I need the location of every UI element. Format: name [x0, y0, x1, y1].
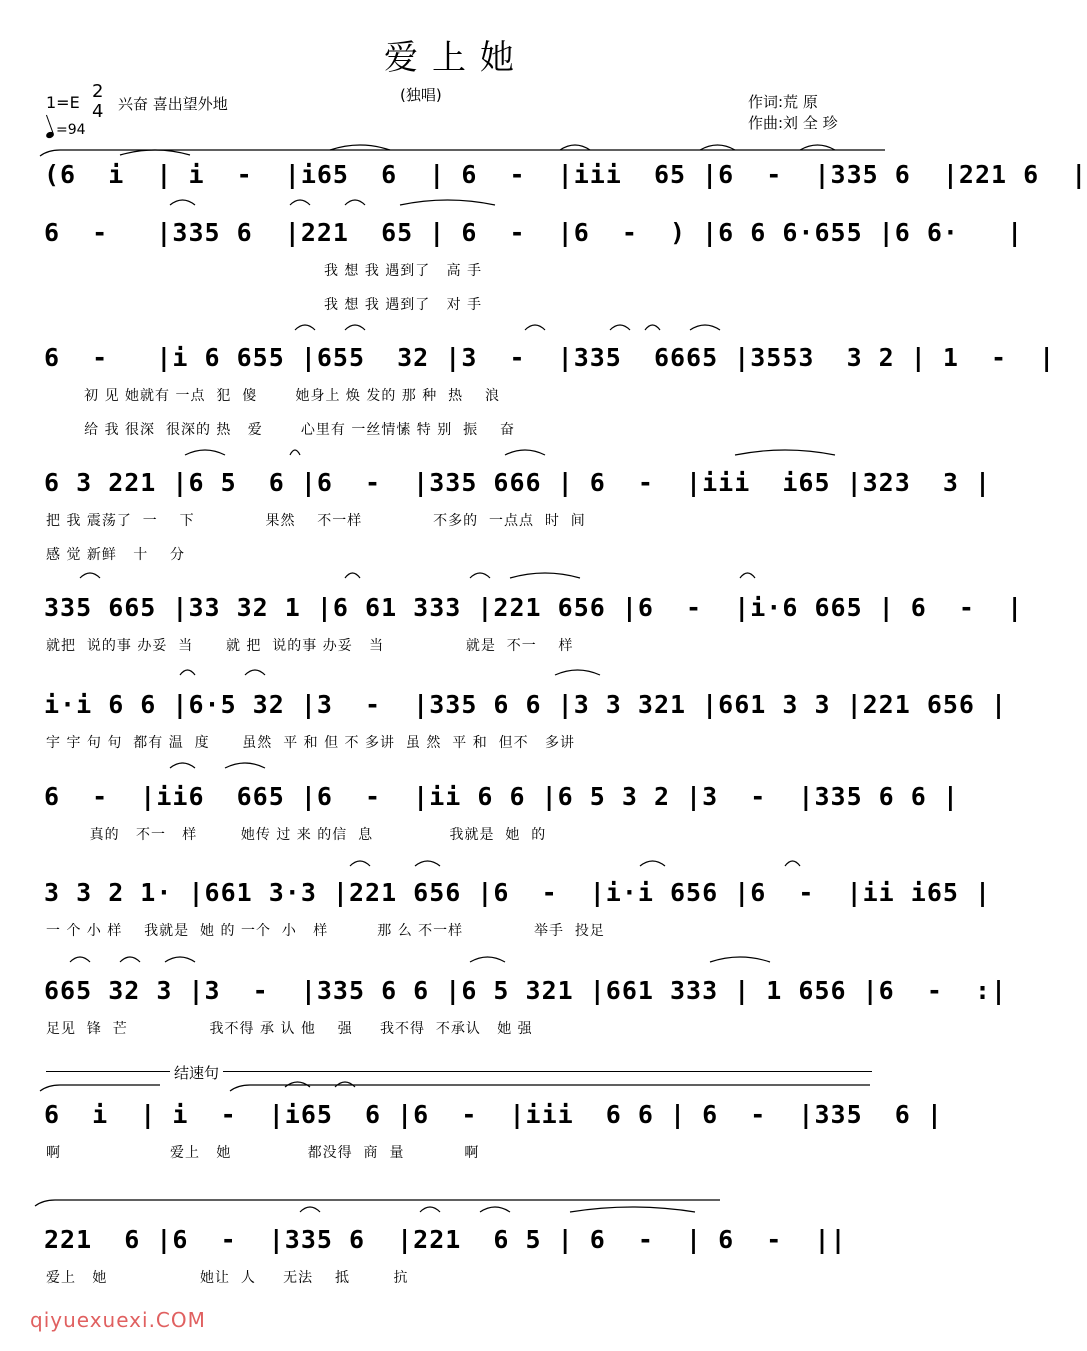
notation-row: 6 i | i - |i65 6 |6 - |iii 6 6 | 6 - |335 6 |: [44, 1100, 943, 1129]
phrase-line: [230, 1085, 870, 1091]
notation-row: 6 - |335 6 |221 65 | 6 - |6 - ) |6 6 6·655 |6 6· |: [44, 218, 1024, 247]
watermark: qiyuexuexi.COM: [30, 1308, 206, 1332]
slur-arc: [290, 200, 310, 205]
lyric-line: 就把 说的事 办妥 当 就 把 说的事 办妥 当 就是 不一 样: [46, 638, 574, 654]
slur-arc: [560, 145, 590, 150]
notation-row: 6 - |i 6 655 |655 32 |3 - |335 6665 |3553 3 2 | 1 - |: [44, 343, 1056, 372]
lyric-line: 足见 锋 芒 我不得 承 认 他 强 我不得 不承认 她 强: [46, 1021, 533, 1037]
time-signature-bottom: 4: [92, 101, 104, 122]
slur-arc: [415, 861, 440, 866]
lyric-line: 啊 爱上 她 都没得 商 量 啊: [46, 1145, 480, 1161]
lyric-line: 真的 不一 样 她传 过 来 的信 息 我就是 她 的: [46, 827, 547, 843]
section-label: 结速句: [170, 1062, 223, 1083]
notation-row: 221 6 |6 - |335 6 |221 6 5 | 6 - | 6 - ||: [44, 1225, 847, 1254]
lyric-line: 爱上 她 她让 人 无法 抵 抗: [46, 1270, 409, 1286]
lyricist: 作词:荒 原: [748, 93, 818, 111]
slur-arc: [120, 957, 140, 962]
slur-arc: [345, 325, 365, 330]
slur-arc: [710, 957, 770, 962]
slur-arc: [295, 325, 315, 330]
lyric-line: 一 个 小 样 我就是 她 的 一个 小 样 那 么 不一样 举手 投足: [46, 923, 605, 939]
slur-arc: [480, 1207, 510, 1212]
slur-arc: [80, 573, 100, 578]
slur-arc: [345, 200, 365, 205]
song-title: 爱上她: [384, 38, 528, 78]
slur-arc: [420, 1207, 440, 1212]
slur-arc: [185, 450, 225, 455]
notation-row: i·i 6 6 |6·5 32 |3 - |335 6 6 |3 3 321 |661 3 3 |221 656 |: [44, 690, 1008, 719]
slur-arc: [570, 1207, 695, 1212]
slur-arc: [120, 150, 190, 155]
slur-arc: [510, 573, 580, 578]
slur-arc: [555, 670, 600, 675]
slur-arc: [245, 670, 265, 675]
slur-arc: [400, 200, 495, 205]
slur-arc: [740, 573, 755, 578]
slur-arc: [345, 573, 360, 578]
slur-arc: [290, 450, 300, 455]
lyric-line: 把 我 震荡了 一 下 果然 不一样 不多的 一点点 时 间: [46, 513, 586, 529]
lyric-line: 感 觉 新鲜 十 分: [46, 547, 186, 563]
slur-arc: [470, 573, 490, 578]
slur-arc: [330, 145, 390, 150]
lyric-line: 宇 宇 句 句 都有 温 度 虽然 平 和 但 不 多讲 虽 然 平 和 但不 多讲: [46, 735, 575, 751]
slur-arc: [350, 861, 370, 866]
slur-arc: [170, 200, 195, 205]
slur-arc: [645, 325, 660, 330]
composer: 作曲:刘 全 珍: [748, 114, 838, 132]
notation-row: 6 3 221 |6 5 6 |6 - |335 666 | 6 - |iii i65 |323 3 |: [44, 468, 992, 497]
slur-arc: [70, 957, 90, 962]
slur-arc: [700, 145, 735, 150]
song-subtitle: (独唱): [400, 86, 442, 104]
notation-row: 6 - |ii6 665 |6 - |ii 6 6 |6 5 3 2 |3 - |335 6 6 |: [44, 782, 959, 811]
slur-arc: [165, 957, 195, 962]
lyric-line: 我 想 我 遇到了 高 手: [46, 263, 483, 279]
slur-arc: [525, 325, 545, 330]
slur-arc: [180, 670, 195, 675]
expression-mark: 兴奋 喜出望外地: [118, 95, 228, 113]
key-signature: 1=E: [46, 93, 80, 112]
notation-row: 3 3 2 1· |661 3·3 |221 656 |6 - |i·i 656 |6 - |ii i65 |: [44, 878, 992, 907]
slur-arc: [300, 1207, 320, 1212]
slur-arc: [610, 325, 630, 330]
slur-arc: [470, 957, 505, 962]
notation-row: 335 665 |33 32 1 |6 61 333 |221 656 |6 - |i·6 665 | 6 - |: [44, 593, 1024, 622]
slur-arc: [690, 325, 720, 330]
notation-row: 665 32 3 |3 - |335 6 6 |6 5 321 |661 333 | 1 656 |6 - :|: [44, 976, 1008, 1005]
phrase-line: [40, 1085, 160, 1091]
notation-row: (6 i | i - |i65 6 | 6 - |iii 65 |6 - |335 6 |221 6 |: [44, 160, 1087, 189]
slur-arc: [785, 861, 800, 866]
phrase-line: [35, 1200, 720, 1206]
slur-arc: [640, 861, 665, 866]
slur-arc: [170, 763, 195, 768]
slur-arc: [800, 145, 835, 150]
slur-arc: [735, 450, 835, 455]
lyric-line: 给 我 很深 很深的 热 爱 心里有 一丝情愫 特 别 振 奋: [46, 422, 515, 438]
tempo-value: =94: [56, 122, 86, 138]
slur-arc: [225, 763, 265, 768]
time-signature-top: 2: [92, 81, 104, 102]
slur-arc: [505, 450, 545, 455]
lyric-line: 初 见 她就有 一点 犯 傻 她身上 焕 发的 那 种 热 浪: [46, 388, 500, 404]
lyric-line: 我 想 我 遇到了 对 手: [46, 297, 483, 313]
